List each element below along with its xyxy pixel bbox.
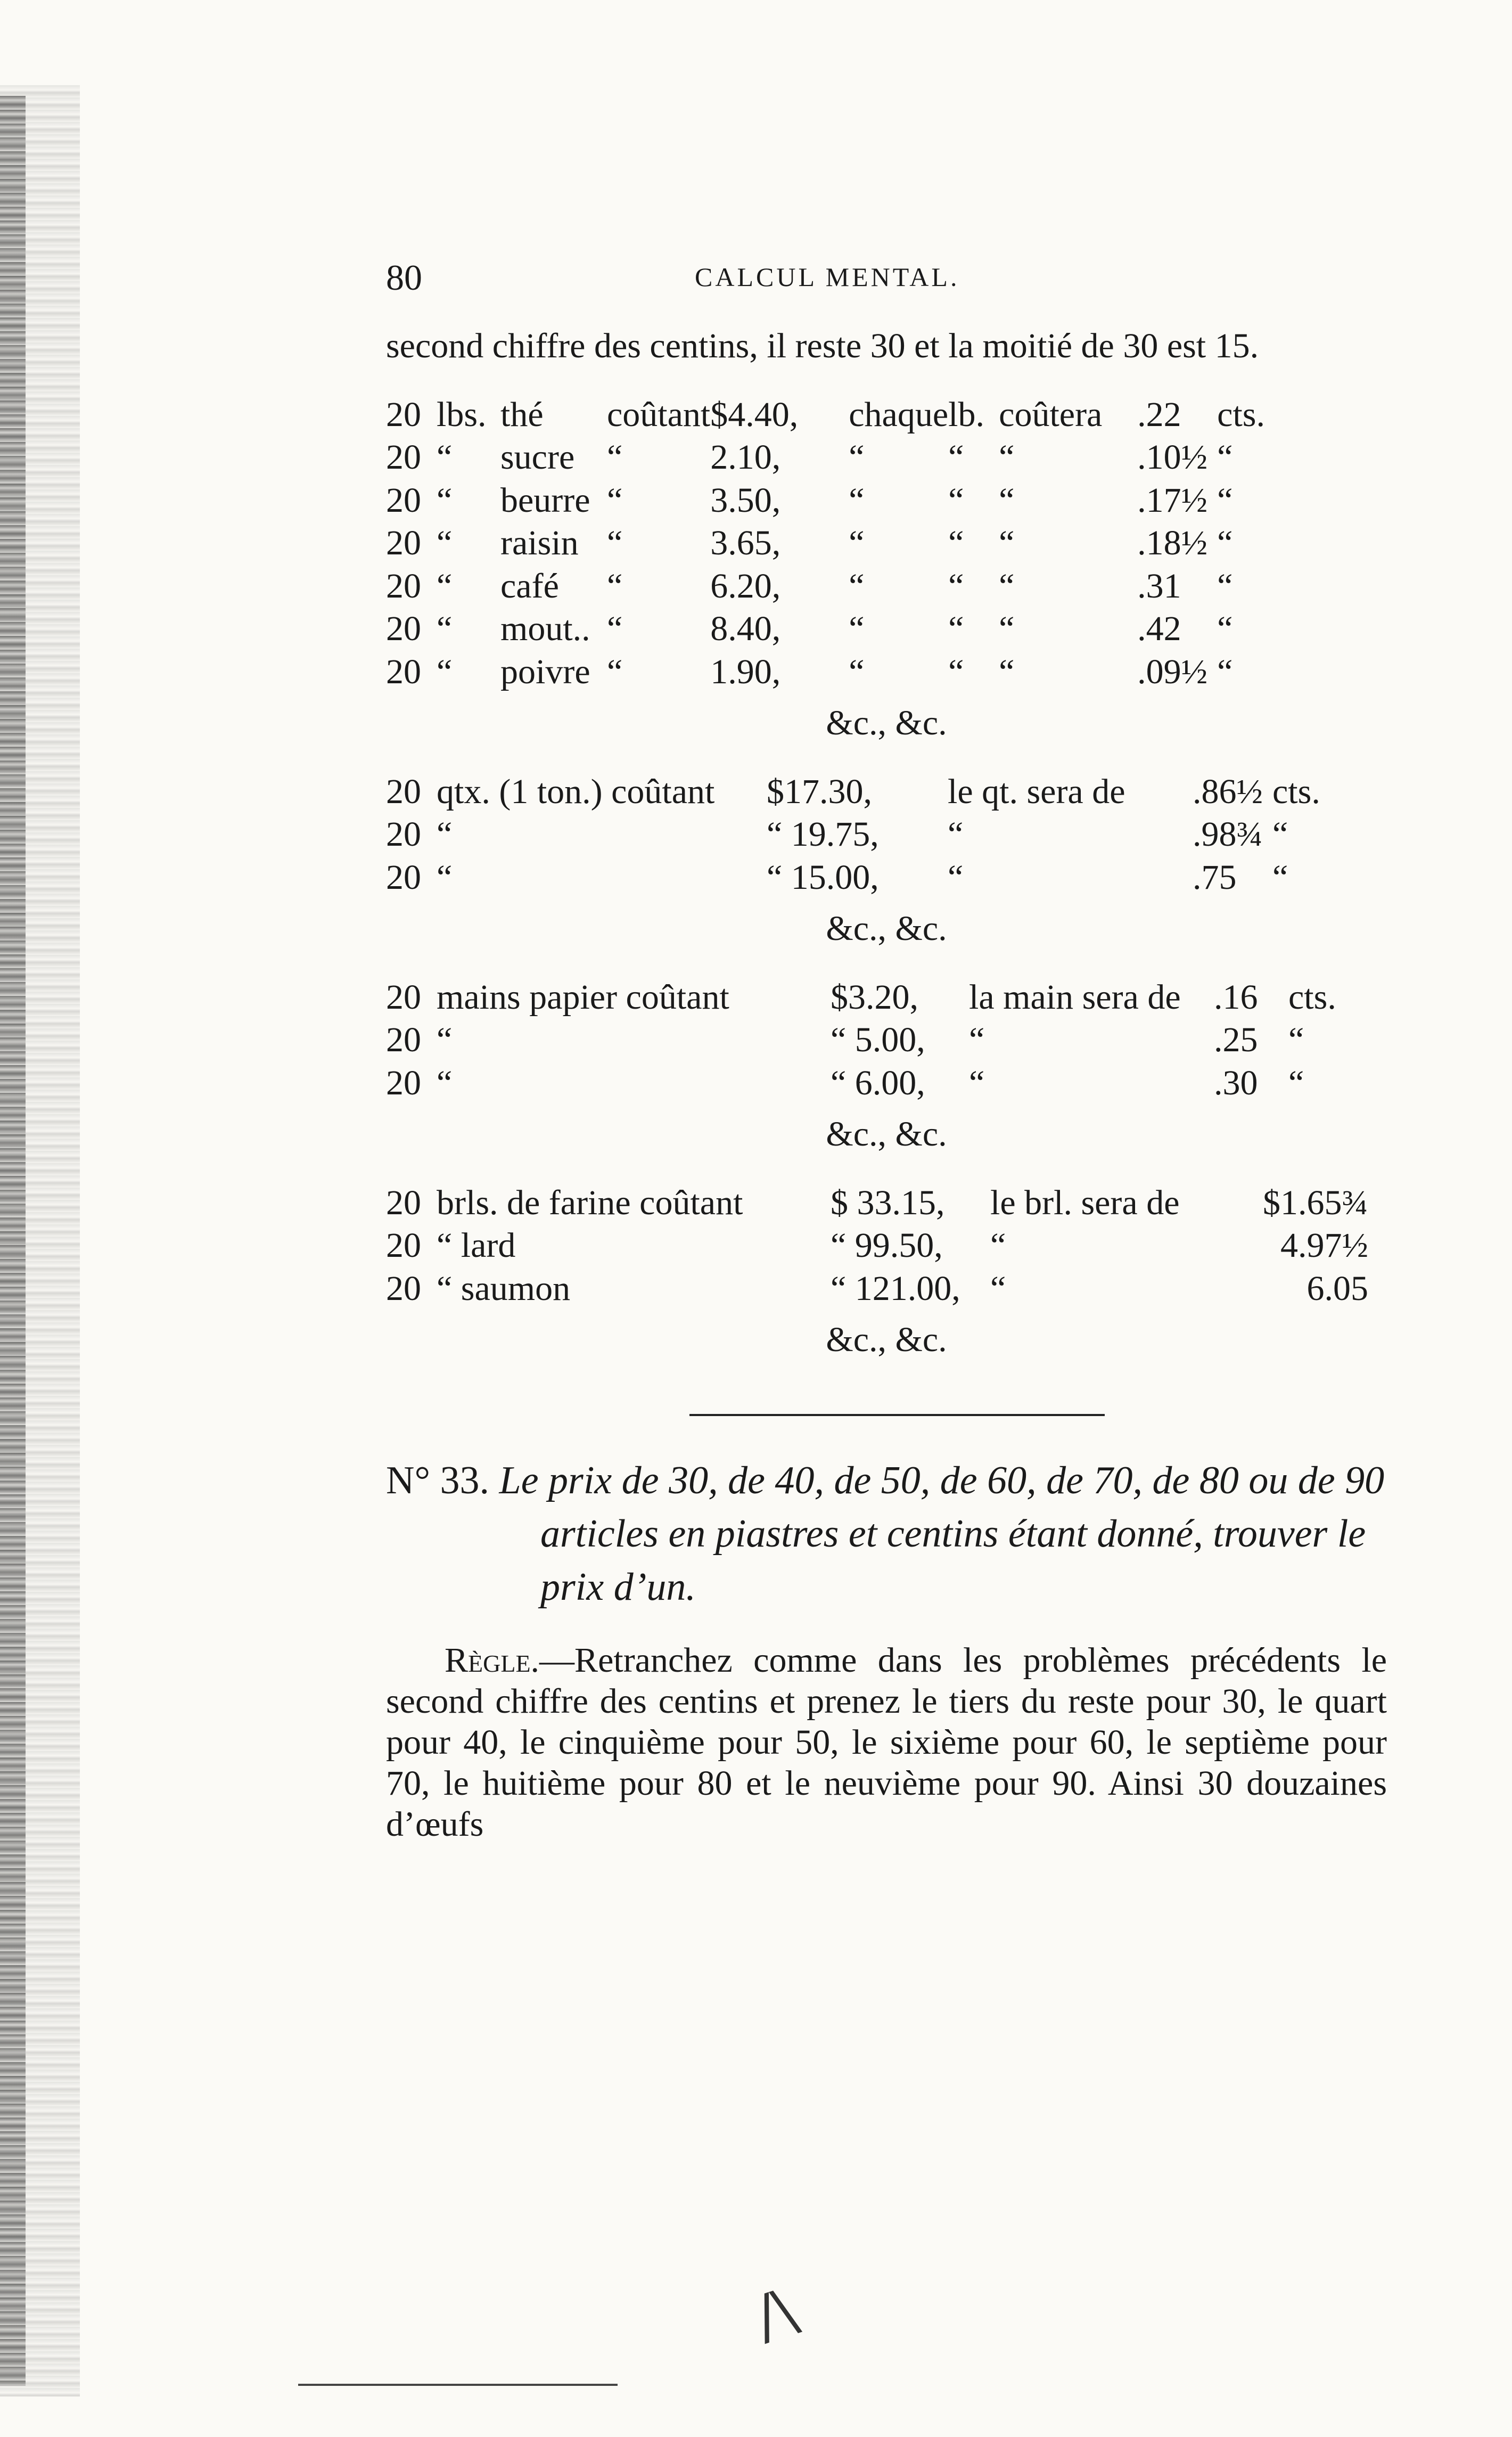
cell-w3: “ — [999, 609, 1015, 649]
cell-w1: “ — [849, 566, 865, 606]
cell-unit2: “ — [1217, 652, 1233, 691]
table-row — [386, 565, 1276, 608]
cell-w2: “ — [948, 652, 964, 691]
cell-w1: “ — [849, 652, 865, 691]
cell-item: mout.. — [500, 609, 590, 649]
table-mains — [386, 976, 1347, 1105]
cell-w3: “ — [999, 652, 1015, 691]
cell-unit2: “ — [1217, 609, 1233, 649]
cell-unit2: “ — [1272, 857, 1288, 897]
table-lbs — [386, 394, 1276, 694]
cell-w2: “ — [948, 524, 964, 563]
running-title: CALCUL MENTAL. — [695, 262, 960, 292]
cell-w2: “ — [948, 438, 964, 477]
cell-w3: “ — [999, 566, 1015, 606]
cell-label: brls. de farine coûtant — [437, 1183, 743, 1222]
cell-w: “ — [969, 1063, 985, 1102]
cell-w: la main sera de — [969, 977, 1181, 1017]
cell-qty: 20 — [386, 1226, 421, 1265]
cell-cost_word: coûtant — [607, 395, 711, 434]
table-row — [386, 1062, 1347, 1105]
rule-paragraph — [386, 1640, 1387, 1845]
cell-w: le qt. sera de — [948, 772, 1125, 811]
cell-cost_word: “ — [607, 480, 623, 520]
intro-paragraph: second chiffre des centins, il reste 30 et la moitié de 30 est 15. — [386, 326, 1259, 365]
cell-unit2: “ — [1288, 1063, 1304, 1102]
cell-price: $17.30, — [767, 772, 872, 811]
cell-result: 6.05 — [1306, 1269, 1368, 1308]
cell-qty: 20 — [386, 1063, 421, 1102]
cell-unit2: cts. — [1288, 977, 1336, 1017]
cell-item: beurre — [500, 480, 590, 520]
cell-qty: 20 — [386, 1020, 421, 1060]
cell-label: “ — [437, 1063, 453, 1102]
cell-item: poivre — [500, 652, 590, 691]
table-row — [386, 394, 1276, 437]
cell-label: “ lard — [437, 1226, 516, 1265]
cell-w2: “ — [948, 480, 964, 520]
table-row — [386, 1267, 1368, 1311]
cell-label: mains papier coûtant — [437, 977, 729, 1017]
cell-w2: lb. — [948, 395, 984, 434]
page-number: 80 — [386, 257, 422, 298]
pencil-mark: /\ — [746, 2275, 806, 2352]
book-spine-edge — [0, 96, 26, 2386]
cell-price: $4.40, — [710, 395, 799, 434]
cell-price: $ 33.15, — [831, 1183, 945, 1222]
cell-price: “ 5.00, — [831, 1020, 925, 1060]
cell-qty: 20 — [386, 815, 421, 854]
cell-qty: 20 — [386, 1269, 421, 1308]
cell-w: “ — [990, 1226, 1006, 1265]
cell-result: .09½ — [1137, 652, 1208, 691]
cell-unit: “ — [437, 652, 453, 691]
cell-unit2: cts. — [1217, 395, 1265, 434]
cell-qty: 20 — [386, 977, 421, 1017]
cell-price: 6.20, — [710, 566, 781, 606]
table-row — [386, 1224, 1368, 1267]
cell-label: qtx. (1 ton.) coûtant — [437, 772, 715, 811]
cell-item: thé — [500, 395, 544, 434]
cell-w1: “ — [849, 524, 865, 563]
cell-item: café — [500, 566, 559, 606]
cell-w1: chaque — [849, 395, 949, 434]
cell-qty: 20 — [386, 524, 421, 563]
cell-w: “ — [969, 1020, 985, 1060]
cell-price: 8.40, — [710, 609, 781, 649]
cell-result: .42 — [1137, 609, 1181, 649]
rule-text: —Retranchez comme dans les problèmes précédents le second chiffre des centins et prenez le tiers du reste pour 30, le quart pour 40, le cinquième pour 50, le sixième pour 60, le septième pour 70, le huitième pour 80 et le neuvième pour 90. Ainsi 30 douzaines d’œufs — [386, 1640, 1387, 1844]
cell-result: $1.65¾ — [1263, 1183, 1368, 1222]
cell-result: .31 — [1137, 566, 1181, 606]
cell-w: “ — [948, 857, 964, 897]
cell-unit: lbs. — [437, 395, 487, 434]
cell-result: .30 — [1214, 1063, 1258, 1102]
cell-w1: “ — [849, 438, 865, 477]
cell-price: “ 19.75, — [767, 815, 879, 854]
cell-unit: “ — [437, 524, 453, 563]
table-row — [386, 976, 1347, 1019]
cell-w1: “ — [849, 480, 865, 520]
cell-unit2: “ — [1272, 815, 1288, 854]
table-row — [386, 436, 1276, 479]
problem-number: N° 33. — [386, 1458, 490, 1502]
cell-result: .98¾ — [1193, 815, 1263, 854]
cell-label: “ — [437, 1020, 453, 1060]
cell-qty: 20 — [386, 772, 421, 811]
cell-item: sucre — [500, 438, 575, 477]
bottom-edge-line — [298, 2384, 618, 2386]
cell-qty: 20 — [386, 857, 421, 897]
problem-statement — [386, 1454, 1387, 1614]
cell-qty: 20 — [386, 609, 421, 649]
cell-w3: “ — [999, 438, 1015, 477]
table-row — [386, 856, 1331, 899]
cell-qty: 20 — [386, 566, 421, 606]
section-divider — [689, 1414, 1105, 1416]
cell-price: “ 121.00, — [831, 1269, 960, 1308]
cell-unit2: “ — [1217, 480, 1233, 520]
cell-result: .86½ — [1193, 772, 1263, 811]
cell-result: .18½ — [1137, 524, 1208, 563]
cell-price: 3.50, — [710, 480, 781, 520]
table-row — [386, 1182, 1368, 1225]
cell-unit2: cts. — [1272, 772, 1320, 811]
cell-unit2: “ — [1217, 438, 1233, 477]
cell-price: “ 6.00, — [831, 1063, 925, 1102]
page-header — [386, 256, 1387, 304]
cell-result: .10½ — [1137, 438, 1208, 477]
cell-result: .16 — [1214, 977, 1258, 1017]
cell-unit2: “ — [1217, 524, 1233, 563]
rule-label: Règle. — [445, 1640, 540, 1680]
cell-w2: “ — [948, 566, 964, 606]
cell-unit2: “ — [1288, 1020, 1304, 1060]
problem-text: Le prix de 30, de 40, de 50, de 60, de 70, de 80 ou de 90 articles en piastres et centins étant donné, trouver le prix d’un. — [499, 1458, 1385, 1609]
table-mains-body — [386, 976, 1347, 1105]
table-brls — [386, 1182, 1368, 1311]
cell-cost_word: “ — [607, 524, 623, 563]
cell-cost_word: “ — [607, 652, 623, 691]
cell-cost_word: “ — [607, 566, 623, 606]
cell-qty: 20 — [386, 480, 421, 520]
etc-3: &c., &c. — [826, 1115, 947, 1154]
table-qtx — [386, 771, 1331, 899]
cell-w1: “ — [849, 609, 865, 649]
cell-price: 1.90, — [710, 652, 781, 691]
cell-price: $3.20, — [831, 977, 918, 1017]
cell-qty: 20 — [386, 652, 421, 691]
table-qtx-body — [386, 771, 1331, 899]
etc-1: &c., &c. — [826, 704, 947, 743]
cell-price: “ 99.50, — [831, 1226, 943, 1265]
cell-result: .75 — [1193, 857, 1237, 897]
table-brls-body — [386, 1182, 1368, 1311]
cell-w2: “ — [948, 609, 964, 649]
table-row — [386, 813, 1331, 856]
table-row — [386, 651, 1276, 694]
cell-unit2: “ — [1217, 566, 1233, 606]
cell-result: 4.97½ — [1280, 1226, 1368, 1265]
table-row — [386, 479, 1276, 522]
cell-result: .17½ — [1137, 480, 1208, 520]
cell-unit: “ — [437, 609, 453, 649]
cell-unit: “ — [437, 566, 453, 606]
cell-label: “ — [437, 815, 453, 854]
etc-4: &c., &c. — [826, 1320, 947, 1360]
cell-qty: 20 — [386, 438, 421, 477]
cell-price: 3.65, — [710, 524, 781, 563]
cell-unit: “ — [437, 480, 453, 520]
cell-item: raisin — [500, 524, 579, 563]
cell-result: .22 — [1137, 395, 1181, 434]
table-lbs-body — [386, 394, 1276, 694]
cell-w3: “ — [999, 480, 1015, 520]
cell-unit: “ — [437, 438, 453, 477]
etc-2: &c., &c. — [826, 909, 947, 948]
table-row — [386, 522, 1276, 565]
cell-w3: coûtera — [999, 395, 1103, 434]
cell-w: “ — [990, 1269, 1006, 1308]
cell-cost_word: “ — [607, 609, 623, 649]
table-row — [386, 608, 1276, 651]
table-row — [386, 771, 1331, 814]
cell-w: “ — [948, 815, 964, 854]
cell-price: 2.10, — [710, 438, 781, 477]
cell-result: .25 — [1214, 1020, 1258, 1060]
cell-cost_word: “ — [607, 438, 623, 477]
cell-qty: 20 — [386, 1183, 421, 1222]
cell-label: “ — [437, 857, 453, 897]
cell-w3: “ — [999, 524, 1015, 563]
cell-label: “ saumon — [437, 1269, 571, 1308]
table-row — [386, 1019, 1347, 1062]
cell-price: “ 15.00, — [767, 857, 879, 897]
cell-qty: 20 — [386, 395, 421, 434]
page-content — [386, 256, 1387, 1845]
cell-w: le brl. sera de — [990, 1183, 1180, 1222]
